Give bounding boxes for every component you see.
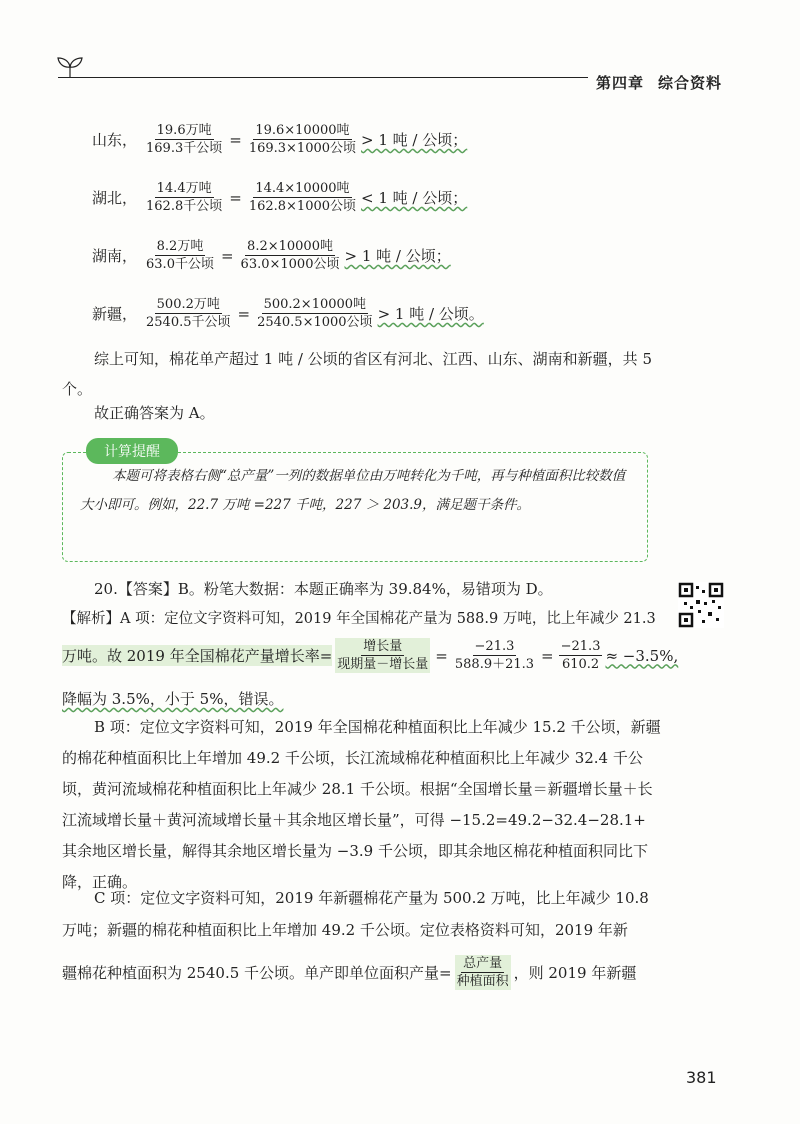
chapter-title: 综合资料 (658, 74, 723, 92)
formula-result: ≈ −3.5%, (605, 646, 679, 665)
chapter-heading (596, 72, 736, 93)
fraction (144, 122, 224, 157)
formula-suffix: ，则 2019 年新疆 (513, 964, 637, 982)
fraction (239, 238, 342, 273)
fraction-denominator: 610.2 (561, 657, 600, 672)
q20-c-paragraph: C 项：定位文字资料可知，2019 年新疆棉花产量为 500.2 万吨，比上年减少 10.8 万吨；新疆的棉花种植面积比上年增加 49.2 千公顷。定位表格资料可知，2019 年新 (62, 889, 649, 939)
q20-answer-line: 20.【答案】B。粉笔大数据：本题正确率为 39.84%，易错项为 D。 (94, 580, 553, 598)
fraction-denominator: 169.3千公顷 (146, 141, 223, 156)
header-divider (58, 77, 588, 78)
fraction (455, 955, 511, 990)
fraction-denominator: 169.3×1000公顷 (248, 141, 357, 156)
fraction-numerator: 19.6万吨 (156, 123, 212, 138)
fraction-denominator: 种植面积 (456, 974, 509, 989)
fraction (255, 296, 374, 331)
fraction-numerator: 8.2万吨 (156, 239, 204, 254)
fraction (247, 122, 358, 157)
fraction-denominator: 588.9＋21.3 (454, 657, 535, 672)
fraction-numerator: 19.6×10000吨 (255, 123, 350, 138)
formula-prefix: 万吨。故 2019 年全国棉花产量增长率= (62, 647, 333, 665)
fraction (247, 180, 358, 215)
growth-rate-formula: 万吨。故 2019 年全国棉花产量增长率= $\frac{\text{增长量}}{\text{现期量－增长量}}$ = $\frac{-21.3}{588.9+21.3}$ = $\frac{-21.3}{610.2}$ ≈ −3.5%, (62, 639, 679, 672)
fraction-denominator: 63.0×1000公顷 (240, 257, 340, 272)
fraction-denominator: 2540.5×1000公顷 (257, 315, 373, 330)
answer-line: 故正确答案为 A。 (94, 404, 215, 422)
fraction-numerator: 8.2×10000吨 (247, 239, 333, 254)
tip-text: 本题可将表格右侧“总产量”一列的数据单位由万吨转化为千吨，再与种植面积比较数值大小即可。例如，22.7 万吨 =227 千吨，227 ＞ 203.9，满足题干条件。 (80, 468, 626, 513)
fraction-numerator: 增长量 (363, 639, 403, 654)
fraction-numerator: 500.2万吨 (156, 297, 220, 312)
fraction (559, 638, 603, 673)
fraction-denominator: 162.8千公顷 (146, 199, 223, 214)
fraction-numerator: 500.2×10000吨 (263, 297, 367, 312)
calc-result: > 1 吨 / 公顷。 (377, 305, 484, 323)
tip-title: 计算提醒 (86, 438, 178, 464)
formula-prefix: 疆棉花种植面积为 2540.5 千公顷。单产即单位面积产量= (62, 964, 452, 982)
fraction (144, 296, 233, 331)
fraction (335, 638, 430, 673)
fraction (144, 180, 224, 215)
fraction-denominator: 现期量－增长量 (337, 657, 429, 672)
province-label: 湖南， (92, 247, 138, 265)
fraction (453, 638, 536, 673)
fraction-denominator: 162.8×1000公顷 (248, 199, 357, 214)
calc-row-hubei: 湖北， $\frac{\text{14.4万吨}}{\text{162.8千公顷}}$ = $\frac{\text{14.4×10000吨}}{\text{162.8×1000公顷}}$ < 1 吨 / 公顷； (92, 181, 468, 214)
q20-a-conclusion: 降幅为 3.5%，小于 5%，错误。 (62, 690, 284, 708)
unit-yield-formula (62, 955, 636, 990)
calc-row-shandong: 山东， $\frac{\text{19.6万吨}}{\text{169.3千公顷}}$ = $\frac{\text{19.6×10000吨}}{\text{169.3×1000公顷}}$ > 1 吨 / 公顷； (92, 123, 468, 156)
fraction-numerator: −21.3 (474, 639, 515, 654)
fraction (144, 238, 216, 273)
fraction-numerator: 总产量 (463, 956, 503, 971)
q20-analysis-line: 【解析】A 项：定位文字资料可知，2019 年全国棉花产量为 588.9 万吨，比上年减少 21.3 (62, 611, 656, 627)
calc-row-xinjiang: 新疆， $\frac{\text{500.2万吨}}{\text{2540.5千公顷}}$ = $\frac{\text{500.2×10000吨}}{\text{2540.5×1000公顷}}$ > 1 吨 / 公顷。 (92, 297, 484, 330)
fraction-numerator: 14.4×10000吨 (255, 181, 350, 196)
calc-result: > 1 吨 / 公顷； (361, 131, 468, 149)
province-label: 新疆， (92, 305, 138, 323)
province-label: 山东， (92, 131, 138, 149)
calc-result: > 1 吨 / 公顷； (344, 247, 451, 265)
qr-code-icon[interactable] (678, 582, 724, 628)
fraction-numerator: −21.3 (560, 639, 601, 654)
page-number: 381 (686, 1068, 717, 1087)
summary-paragraph: 综上可知，棉花单产超过 1 吨 / 公顷的省区有河北、江西、山东、湖南和新疆，共 5 个。 (62, 350, 652, 398)
fraction-numerator: 14.4万吨 (156, 181, 212, 196)
fraction-denominator: 2540.5千公顷 (146, 315, 231, 330)
province-label: 湖北， (92, 189, 138, 207)
calc-row-hunan: 湖南， $\frac{\text{8.2万吨}}{\text{63.0千公顷}}$ = $\frac{\text{8.2×10000吨}}{\text{63.0×1000公顷}}$ > 1 吨 / 公顷； (92, 239, 451, 272)
calc-result: < 1 吨 / 公顷； (361, 189, 468, 207)
fraction-denominator: 63.0千公顷 (146, 257, 214, 272)
q20-b-paragraph: B 项：定位文字资料可知，2019 年全国棉花种植面积比上年减少 15.2 千公顷，新疆的棉花种植面积比上年增加 49.2 千公顷，长江流域棉花种植面积比上年减少 32.4 千公顷，黄河流域棉花种植面积比上年减少 28.1 千公顷。根据“全国增长量＝新疆增长量＋长江流域增长量＋黄河流域增长量＋其余地区增长量”，可得 −15.2=49.2−32.4−28.1+ 其余地区增长量，解得其余地区增长量为 −3.9 千公顷，即其余地区棉花种植面积同比下降，正确。 (62, 718, 661, 891)
chapter-number: 第四章 (596, 74, 645, 92)
